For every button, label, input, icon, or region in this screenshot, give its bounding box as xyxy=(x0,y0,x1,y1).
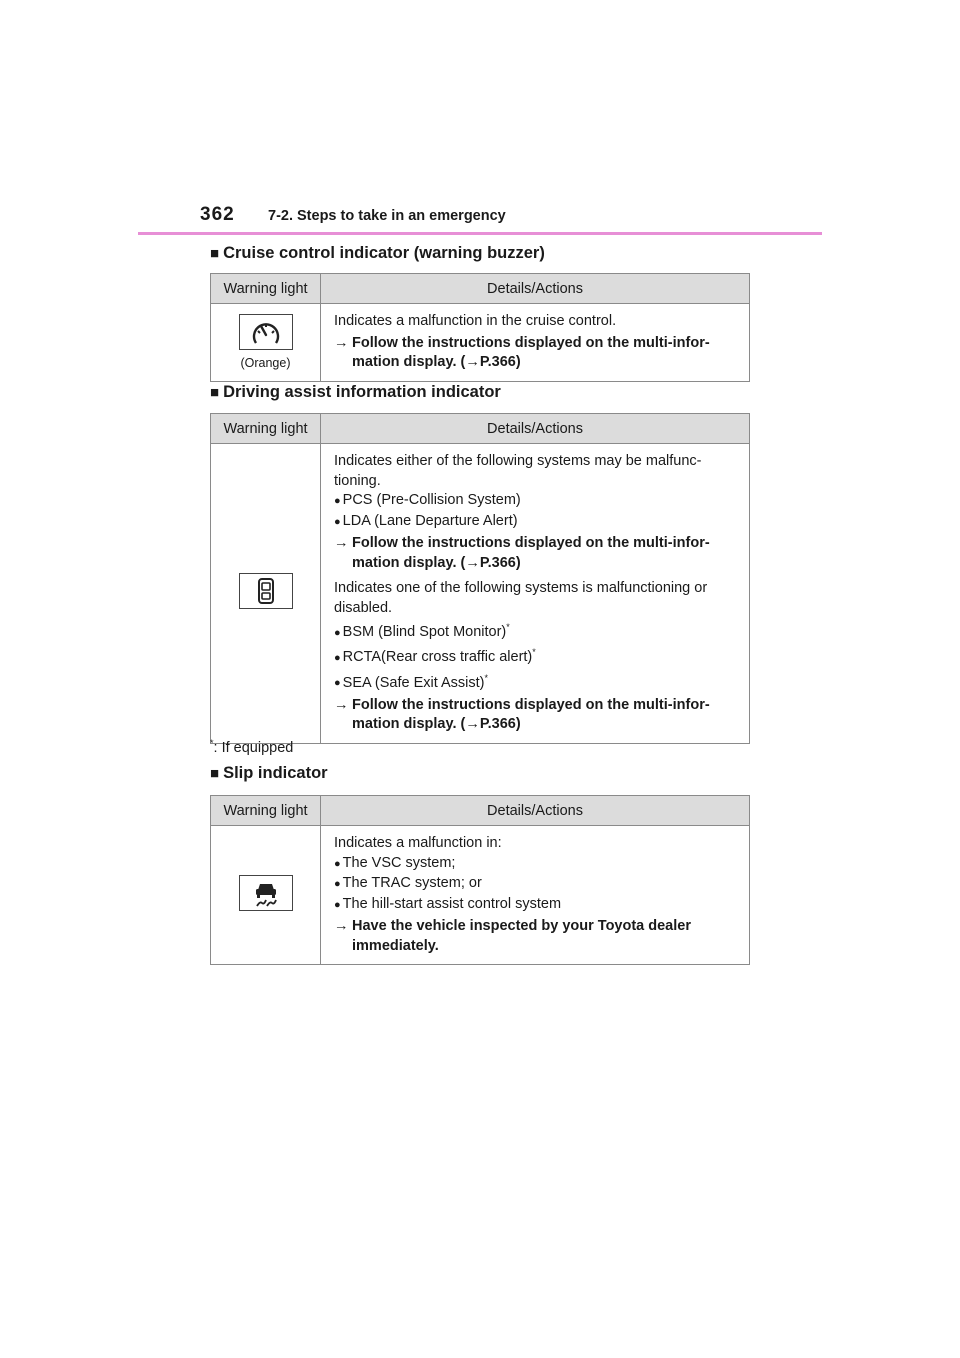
footnote-marker: * xyxy=(506,622,510,632)
list-item-text: BSM (Blind Spot Monitor) xyxy=(342,623,507,640)
speedometer-icon xyxy=(239,314,293,350)
list-item-text: The TRAC system; or xyxy=(342,875,482,891)
action-text: Follow the instructions displayed on the multi-infor- xyxy=(352,535,710,551)
column-header-details: Details/Actions xyxy=(321,796,750,826)
column-header-warning-light: Warning light xyxy=(211,796,321,826)
driving-assist-icon xyxy=(239,573,293,609)
header-divider xyxy=(138,232,822,235)
details-cell xyxy=(321,826,750,965)
section-title-text: Driving assist information indicator xyxy=(223,383,501,401)
page-reference-link[interactable]: P.366) xyxy=(479,554,521,571)
list-item xyxy=(334,512,741,533)
action-text-2: mation display. ( xyxy=(352,354,466,370)
details-cell xyxy=(321,304,750,382)
details-text: Indicates a malfunction in the cruise control. xyxy=(334,313,617,329)
action-text-2: mation display. ( xyxy=(352,716,466,733)
table-row xyxy=(211,444,750,744)
slip-warning-table xyxy=(210,795,750,965)
icon-color-caption: (Orange) xyxy=(240,356,291,371)
details-text-line: disabled. xyxy=(334,599,393,616)
list-item-text: The VSC system; xyxy=(342,854,456,871)
arrow-icon: → xyxy=(334,535,349,551)
details-text xyxy=(334,452,741,491)
action-instruction xyxy=(334,534,741,573)
action-instruction xyxy=(334,334,741,373)
footnote xyxy=(210,738,293,756)
column-header-details: Details/Actions xyxy=(321,274,750,304)
action-instruction xyxy=(334,917,741,956)
action-text: Follow the instructions displayed on the multi-infor- xyxy=(352,334,710,351)
arrow-icon: → xyxy=(334,918,349,934)
action-text: Follow the instructions displayed on the multi-infor- xyxy=(352,696,710,713)
warning-light-cell xyxy=(211,826,321,965)
table-row xyxy=(211,826,750,965)
section-title-cruise xyxy=(210,244,545,263)
list-item-text: PCS (Pre-Collision System) xyxy=(342,492,521,508)
column-header-warning-light: Warning light xyxy=(211,414,321,444)
table-header-row xyxy=(211,414,750,444)
section-title-slip xyxy=(210,764,328,783)
details-text-line: tioning. xyxy=(334,472,381,489)
list-item xyxy=(334,895,741,916)
details-text: Indicates a malfunction in: xyxy=(334,835,502,851)
table-header-row xyxy=(211,274,750,304)
slip-car-icon xyxy=(239,875,293,911)
footnote-marker: * xyxy=(532,647,536,658)
table-row xyxy=(211,304,750,382)
arrow-icon: → xyxy=(334,696,349,713)
list-item xyxy=(334,854,741,875)
table-header-row xyxy=(211,796,750,826)
bullet-icon: ● xyxy=(334,878,341,890)
section-title-text: Slip indicator xyxy=(223,764,328,782)
page-reference-link[interactable]: P.366) xyxy=(479,716,521,733)
column-header-details: Details/Actions xyxy=(321,414,750,444)
list-item-text: RCTA(Rear cross traffic alert) xyxy=(342,649,533,666)
arrow-icon: → xyxy=(465,354,480,370)
list-item xyxy=(334,874,741,895)
bullet-icon: ● xyxy=(334,626,341,639)
bullet-icon: ● xyxy=(334,495,341,507)
driving-assist-warning-table xyxy=(210,413,750,744)
footnote-text: : If equipped xyxy=(213,739,294,756)
list-item-text: The hill-start assist control system xyxy=(342,895,562,912)
list-item xyxy=(334,491,741,512)
warning-light-cell xyxy=(211,444,321,744)
page-reference-link[interactable]: P.366) xyxy=(479,354,521,370)
bullet-icon: ● xyxy=(334,515,341,528)
list-item xyxy=(334,643,741,668)
arrow-icon: → xyxy=(465,554,480,571)
list-item-text: SEA (Safe Exit Assist) xyxy=(342,674,485,691)
column-header-warning-light: Warning light xyxy=(211,274,321,304)
section-title-text: Cruise control indicator (warning buzzer) xyxy=(223,244,545,262)
bullet-icon: ● xyxy=(334,898,341,911)
square-bullet-icon: ■ xyxy=(210,384,220,401)
cruise-warning-table xyxy=(210,273,750,382)
details-text xyxy=(334,579,741,618)
bullet-icon: ● xyxy=(334,857,341,870)
details-text-line: Indicates either of the following systems may be malfunc- xyxy=(334,453,702,469)
arrow-icon: → xyxy=(465,716,480,733)
square-bullet-icon: ■ xyxy=(210,765,220,782)
page-header xyxy=(200,204,506,226)
details-text-line: Indicates one of the following systems is malfunctioning or xyxy=(334,580,708,596)
footnote-marker: * xyxy=(484,672,488,683)
chapter-title: 7-2. Steps to take in an emergency xyxy=(268,208,506,224)
list-item-text: LDA (Lane Departure Alert) xyxy=(342,512,518,529)
footnote-marker: * xyxy=(210,738,214,748)
action-text-2: immediately. xyxy=(352,937,439,954)
bullet-icon: ● xyxy=(334,677,341,690)
details-cell xyxy=(321,444,750,744)
square-bullet-icon: ■ xyxy=(210,245,220,262)
bullet-icon: ● xyxy=(334,652,341,665)
action-text-2: mation display. ( xyxy=(352,554,466,571)
list-item xyxy=(334,669,741,694)
page-number: 362 xyxy=(200,204,235,225)
action-text: Have the vehicle inspected by your Toyota dealer xyxy=(352,918,691,934)
arrow-icon: → xyxy=(334,334,349,351)
warning-light-cell xyxy=(211,304,321,382)
list-item xyxy=(334,618,741,643)
action-instruction xyxy=(334,696,741,735)
section-title-driving-assist xyxy=(210,383,501,402)
